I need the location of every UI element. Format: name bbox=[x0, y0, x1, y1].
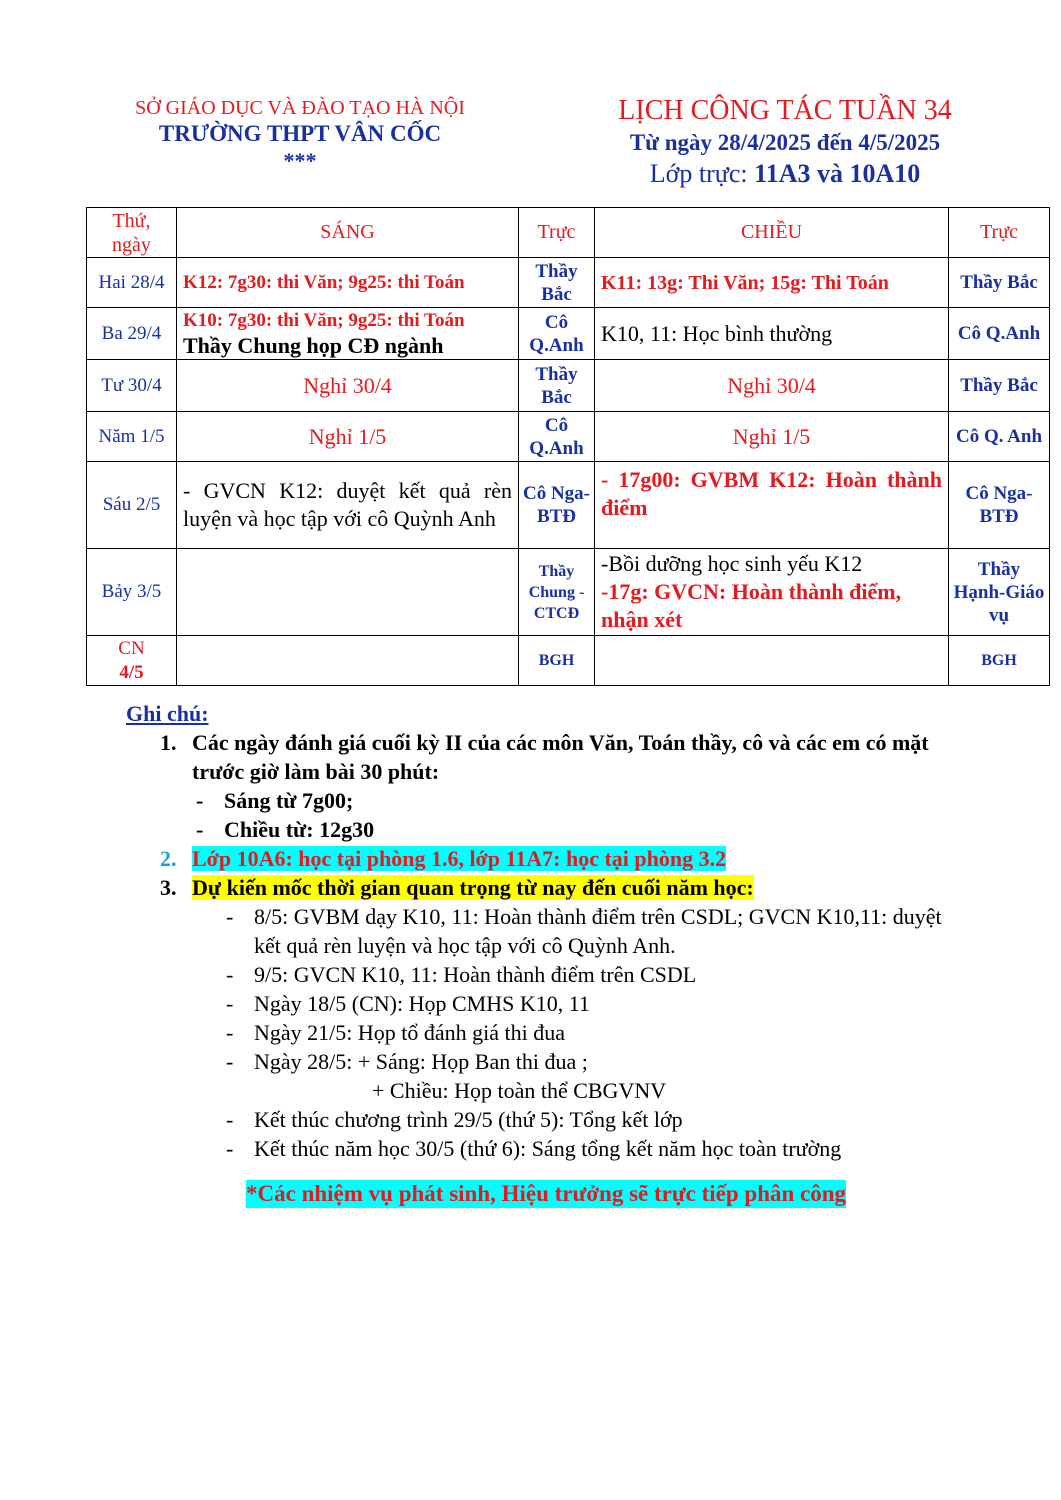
day-cell: Hai 28/4 bbox=[87, 258, 177, 308]
dash: - bbox=[226, 991, 234, 1016]
duty-cell: Thầy Chung -CTCĐ bbox=[519, 549, 595, 636]
duty-cell: Thầy Hạnh-Giáo vụ bbox=[949, 549, 1050, 636]
schedule-title: LỊCH CÔNG TÁC TUẦN 34 bbox=[618, 95, 952, 126]
milestone-text: Kết thúc chương trình 29/5 (thứ 5): Tổng kết lớp bbox=[254, 1107, 683, 1132]
day-date: 4/5 bbox=[119, 661, 144, 683]
header-day: Thứ, ngày bbox=[87, 208, 177, 258]
dash: - bbox=[196, 788, 204, 813]
morning-cell bbox=[177, 308, 519, 360]
duty-cell: Cô Q.Anh bbox=[949, 308, 1050, 360]
afternoon-grading: -17g: GVCN: Hoàn thành điểm, nhận xét bbox=[601, 579, 902, 632]
header-duty-afternoon: Trực bbox=[949, 208, 1050, 258]
table-header-row bbox=[87, 208, 1050, 258]
milestone-text: Ngày 28/5: + Sáng: Họp Ban thi đua ; bbox=[254, 1049, 588, 1074]
table-row bbox=[87, 360, 1050, 412]
milestone-text: Ngày 18/5 (CN): Họp CMHS K10, 11 bbox=[254, 991, 590, 1016]
milestone-text: + Chiều: Họp toàn thể CBGVNV bbox=[372, 1078, 667, 1103]
milestone-text: Ngày 21/5: Họp tổ đánh giá thi đua bbox=[254, 1020, 566, 1045]
day-cell: Bảy 3/5 bbox=[87, 549, 177, 636]
duty-classes: 11A3 và 10A10 bbox=[754, 159, 921, 188]
table-row bbox=[87, 462, 1050, 549]
note-sub-text: Chiều từ: 12g30 bbox=[224, 817, 375, 842]
afternoon-cell: Nghỉ 1/5 bbox=[595, 412, 949, 462]
afternoon-cell bbox=[595, 636, 949, 686]
note-number: 1. bbox=[160, 730, 177, 755]
duty-cell: Cô Q.Anh bbox=[519, 308, 595, 360]
note-text-wrap bbox=[192, 873, 972, 902]
header-right bbox=[585, 94, 985, 190]
milestone-text: 9/5: GVCN K10, 11: Hoàn thành điểm trên CSDL bbox=[254, 962, 697, 987]
morning-cell: - GVCN K12: duyệt kết quả rèn luyện và học tập với cô Quỳnh Anh bbox=[177, 462, 519, 549]
header-afternoon: CHIỀU bbox=[595, 208, 949, 258]
morning-meeting: Thầy Chung họp CĐ ngành bbox=[183, 332, 444, 358]
day-name: CN bbox=[118, 637, 145, 659]
day-cell: Năm 1/5 bbox=[87, 412, 177, 462]
dash: - bbox=[226, 1136, 234, 1161]
header-duty-morning: Trực bbox=[519, 208, 595, 258]
note-number: 3. bbox=[160, 875, 177, 900]
milestone-text: 8/5: GVBM dạy K10, 11: Hoàn thành điểm trên CSDL; GVCN K10,11: duyệt kết quả rèn luyện và học tập với cô Quỳnh Anh. bbox=[254, 904, 942, 958]
duty-cell: Cô Q. Anh bbox=[949, 412, 1050, 462]
morning-exam: K10: 7g30: thi Văn; 9g25: thi Toán bbox=[183, 309, 465, 331]
dash: - bbox=[196, 817, 204, 842]
note-text-wrap bbox=[192, 844, 972, 873]
note-text: Dự kiến mốc thời gian quan trọng từ nay đến cuối năm học: bbox=[192, 875, 754, 900]
note-sub-text: Sáng từ 7g00; bbox=[224, 788, 354, 813]
duty-cell: BGH bbox=[949, 636, 1050, 686]
table-row bbox=[87, 412, 1050, 462]
dash: - bbox=[226, 962, 234, 987]
duty-label: Lớp trực: bbox=[649, 159, 755, 188]
duty-cell: Thầy Bắc bbox=[519, 258, 595, 308]
dash: - bbox=[226, 904, 234, 929]
afternoon-cell: K10, 11: Học bình thường bbox=[595, 308, 949, 360]
date-range: Từ ngày 28/4/2025 đến 4/5/2025 bbox=[629, 130, 941, 155]
duty-cell: Thầy Bắc bbox=[519, 360, 595, 412]
duty-classes-line bbox=[585, 158, 985, 190]
dash: - bbox=[226, 1107, 234, 1132]
duty-cell: Cô Q.Anh bbox=[519, 412, 595, 462]
morning-cell bbox=[177, 549, 519, 636]
final-note: *Các nhiệm vụ phát sinh, Hiệu trưởng sẽ trực tiếp phân công bbox=[246, 1181, 847, 1206]
duty-cell: BGH bbox=[519, 636, 595, 686]
note-number: 2. bbox=[160, 846, 177, 871]
notes-section bbox=[126, 700, 1006, 1161]
morning-cell: Nghỉ 1/5 bbox=[177, 412, 519, 462]
table-row bbox=[87, 308, 1050, 360]
note-text: Lớp 10A6: học tại phòng 1.6, lớp 11A7: học tại phòng 3.2 bbox=[192, 846, 727, 871]
notes-title: Ghi chú: bbox=[126, 701, 209, 726]
morning-cell: Nghỉ 30/4 bbox=[177, 360, 519, 412]
afternoon-tutoring: -Bồi dưỡng học sinh yếu K12 bbox=[601, 551, 863, 576]
table-row bbox=[87, 258, 1050, 308]
duty-cell: Cô Nga-BTĐ bbox=[519, 462, 595, 549]
day-cell: Tư 30/4 bbox=[87, 360, 177, 412]
afternoon-cell: Nghỉ 30/4 bbox=[595, 360, 949, 412]
department-name: SỞ GIÁO DỤC VÀ ĐÀO TẠO HÀ NỘI bbox=[135, 97, 465, 119]
afternoon-cell bbox=[595, 549, 949, 636]
duty-cell: Thầy Bắc bbox=[949, 360, 1050, 412]
morning-cell bbox=[177, 636, 519, 686]
afternoon-cell: K11: 13g: Thi Văn; 15g: Thi Toán bbox=[595, 258, 949, 308]
school-name: TRƯỜNG THPT VÂN CỐC bbox=[158, 121, 442, 146]
table-row bbox=[87, 549, 1050, 636]
milestone-text: Kết thúc năm học 30/5 (thứ 6): Sáng tổng kết năm học toàn trường bbox=[254, 1136, 842, 1161]
header-left bbox=[100, 96, 500, 174]
morning-cell: K12: 7g30: thi Văn; 9g25: thi Toán bbox=[177, 258, 519, 308]
schedule-table bbox=[86, 207, 1050, 686]
dash: - bbox=[226, 1020, 234, 1045]
afternoon-cell: - 17g00: GVBM K12: Hoàn thành điểm bbox=[595, 462, 949, 549]
table-row bbox=[87, 636, 1050, 686]
dash: - bbox=[226, 1049, 234, 1074]
duty-cell: Thầy Bắc bbox=[949, 258, 1050, 308]
day-cell: Ba 29/4 bbox=[87, 308, 177, 360]
day-cell bbox=[87, 636, 177, 686]
header-morning: SÁNG bbox=[177, 208, 519, 258]
note-text: Các ngày đánh giá cuối kỳ II của các môn Văn, Toán thầy, cô và các em có mặt trước giờ làm bài 30 phút: bbox=[192, 730, 929, 784]
stars-divider: *** bbox=[283, 148, 317, 173]
duty-cell: Cô Nga-BTĐ bbox=[949, 462, 1050, 549]
day-cell: Sáu 2/5 bbox=[87, 462, 177, 549]
